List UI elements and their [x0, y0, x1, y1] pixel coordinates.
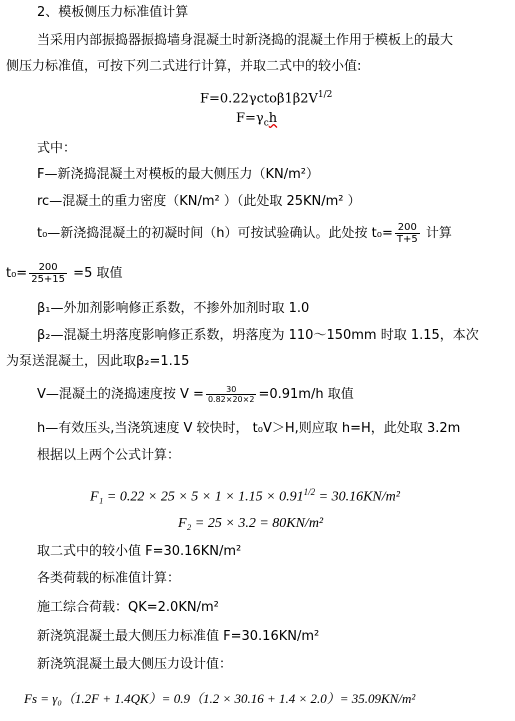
loads-title: 各类荷载的标准值计算： [37, 571, 181, 586]
to-calc-fraction: $\frac{200}{25+15}$ [31, 262, 66, 285]
formula-2: $F=\gamma_ch$ [236, 111, 278, 129]
calc-intro: 根据以上两个公式计算： [37, 448, 181, 463]
def-h: h—有效压头,当浇筑速度 V 较快时， t₀V＞H,则应取 h=H，此处取 3.2m [37, 421, 461, 436]
where-label: 式中： [37, 141, 77, 156]
equation-Fs: Fs = γ₀（1.2F + 1.4QK）= 0.9（1.2 × 30.16 + 1.4 × 2.0）= 35.09KN/m² [24, 691, 416, 706]
construction-load: 施工综合荷载：QK=2.0KN/m² [37, 600, 219, 615]
v-fraction: $\frac{30}{0.82\times 20\times 2}$ [207, 385, 255, 404]
section-heading: 2、模板侧压力标准值计算 [37, 5, 189, 20]
def-to: t₀—新浇捣混凝土的初凝时间（h）可按试验确认。此处按 t₀= $\frac{200}{T+5}$ 计算 [37, 222, 452, 245]
intro-line-2: 侧压力标准值，可按下列二式进行计算，并取二式中的较小值: [6, 59, 362, 74]
std-value: 新浇筑混凝土最大侧压力标准值 F=30.16KN/m² [37, 629, 320, 644]
def-beta2-line-2: 为泵送混凝土，因此取β₂=1.15 [6, 354, 190, 369]
def-beta2-line-1: β₂—混凝土坍落度影响修正系数，坍落度为 110～150mm 时取 1.15，本次 [37, 328, 479, 343]
equation-F2: F₂ = 25 × 3.2 = 80KN/m² [178, 516, 324, 531]
def-v: V—混凝土的浇捣速度按 V = $\frac{30}{0.82\times 20\times 2}$ =0.91m/h 取值 [37, 385, 354, 404]
take-min: 取二式中的较小值 F=30.16KN/m² [37, 544, 242, 559]
def-rc: rc—混凝土的重力密度（KN/m² ）（此处取 25KN/m² ） [37, 194, 361, 209]
to-calc: t₀= $\frac{200}{25+15}$ =5 取值 [6, 262, 123, 285]
design-title: 新浇筑混凝土最大侧压力设计值： [37, 657, 233, 672]
def-beta1: β₁—外加剂影响修正系数，不掺外加剂时取 1.0 [37, 301, 310, 316]
to-formula-fraction: $\frac{200}{T+5}$ [396, 222, 418, 245]
def-F: F—新浇捣混凝土对模板的最大侧压力（KN/m²） [37, 167, 319, 182]
formula-1: $F=0.22\gamma cto\beta 1\beta 2V^{1/2}$ [200, 90, 333, 107]
equation-F1: $F_1 = 0.22 \times 25 \times 5 \times 1 \times 1.15 \times 0.91^{1/2} = 30.16KN/m^2$ [90, 487, 400, 505]
intro-line-1: 当采用内部振捣器振捣墙身混凝土时新浇捣的混凝土作用于模板上的最大 [37, 33, 454, 48]
